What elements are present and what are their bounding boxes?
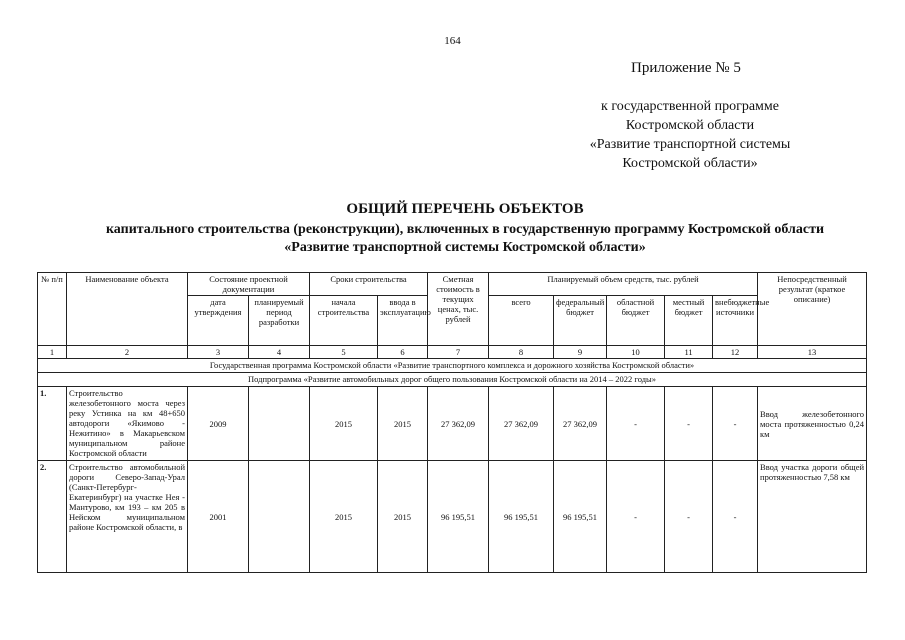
- column-index: 2: [67, 346, 188, 359]
- column-index: 3: [188, 346, 249, 359]
- table-header: [38, 273, 867, 346]
- row-local: -: [665, 461, 713, 573]
- document-subtitle: [80, 221, 850, 257]
- appendix-reference: [560, 97, 820, 173]
- column-index: 9: [554, 346, 607, 359]
- header-design-state: Состояние проектной документации: [188, 273, 310, 296]
- row-approval-date: 2009: [188, 387, 249, 461]
- column-index: 11: [665, 346, 713, 359]
- row-num: 2.: [38, 461, 67, 573]
- header-planned-period: планируемый период разработки: [249, 296, 310, 346]
- row-federal: 96 195,51: [554, 461, 607, 573]
- subprogram-title: Подпрограмма «Развитие автомобильных дорог общего пользования Костромской области на 2014 – 2022 годы»: [38, 373, 867, 387]
- appendix-line: Костромской области: [625, 118, 755, 133]
- row-extrabudget: -: [713, 387, 758, 461]
- header-federal: федеральный бюджет: [554, 296, 607, 346]
- header-total: всего: [489, 296, 554, 346]
- header-name: Наименование объекта: [67, 273, 188, 346]
- header-start: начала строительства: [310, 296, 378, 346]
- row-planned-period: [249, 387, 310, 461]
- column-index: 1: [38, 346, 67, 359]
- row-start: 2015: [310, 387, 378, 461]
- program-title: Государственная программа Костромской области «Развитие транспортного комплекса и дорожного хозяйства Костромской области»: [38, 359, 867, 373]
- column-index: 4: [249, 346, 310, 359]
- column-index: 7: [428, 346, 489, 359]
- appendix-line: «Развитие транспортной системы: [589, 137, 791, 152]
- appendix-line: к государственной программе: [601, 99, 779, 114]
- row-federal: 27 362,09: [554, 387, 607, 461]
- header-regional: областной бюджет: [607, 296, 665, 346]
- column-index: 6: [378, 346, 428, 359]
- row-object-name: Строительство автомобильной дороги Северо-Запад-Урал (Санкт-Петербург-Екатеринбург) на участке Нея - Мантурово, км 193 – км 205 в Нейском муниципальном районе Костромской области, в: [67, 461, 188, 573]
- row-commission: 2015: [378, 461, 428, 573]
- header-commission: ввода в эксплуатацию: [378, 296, 428, 346]
- table-row: [38, 387, 867, 461]
- row-total: 27 362,09: [489, 387, 554, 461]
- header-approval-date: дата утверждения: [188, 296, 249, 346]
- column-index: 8: [489, 346, 554, 359]
- row-result: Ввод железобетонного моста протяженностью 0,24 км: [758, 387, 867, 461]
- appendix-number: Приложение № 5: [631, 60, 741, 76]
- column-index-row: [38, 346, 867, 359]
- program-row: [38, 359, 867, 373]
- column-index: 10: [607, 346, 665, 359]
- row-total: 96 195,51: [489, 461, 554, 573]
- row-approval-date: 2001: [188, 461, 249, 573]
- row-estimated-cost: 96 195,51: [428, 461, 489, 573]
- subprogram-row: [38, 373, 867, 387]
- row-commission: 2015: [378, 387, 428, 461]
- objects-table: [37, 272, 867, 573]
- appendix-line: Костромской области»: [622, 156, 758, 171]
- row-object-name: Строительство железобетонного моста через реку Устинка на км 48+650 автодороги «Якимово - Нежитино» в Макарьевском муниципальном районе Костромской области: [67, 387, 188, 461]
- row-start: 2015: [310, 461, 378, 573]
- row-result: Ввод участка дороги общей протяженностью 7,58 км: [758, 461, 867, 573]
- row-local: -: [665, 387, 713, 461]
- subtitle-line: «Развитие транспортной системы Костромской области»: [284, 240, 646, 255]
- row-extrabudget: -: [713, 461, 758, 573]
- row-regional: -: [607, 387, 665, 461]
- row-num: 1.: [38, 387, 67, 461]
- header-estimated-cost: Сметная стоимость в текущих ценах, тыс. рублей: [428, 273, 489, 346]
- page-number: 164: [444, 35, 461, 47]
- row-estimated-cost: 27 362,09: [428, 387, 489, 461]
- column-index: 13: [758, 346, 867, 359]
- column-index: 12: [713, 346, 758, 359]
- header-local: местный бюджет: [665, 296, 713, 346]
- header-result: Непосредственный результат (краткое описание): [758, 273, 867, 346]
- row-regional: -: [607, 461, 665, 573]
- header-num: № п/п: [38, 273, 67, 346]
- subtitle-line: капитального строительства (реконструкции), включенных в государственную программу Костромской области: [105, 222, 825, 237]
- row-planned-period: [249, 461, 310, 573]
- document-title: ОБЩИЙ ПЕРЕЧЕНЬ ОБЪЕКТОВ: [346, 201, 584, 217]
- column-index: 5: [310, 346, 378, 359]
- header-planned-funds: Планируемый объем средств, тыс. рублей: [489, 273, 758, 296]
- header-extrabudget: внебюджетные источники: [713, 296, 758, 346]
- table-row: [38, 461, 867, 573]
- header-construction-terms: Сроки строительства: [310, 273, 428, 296]
